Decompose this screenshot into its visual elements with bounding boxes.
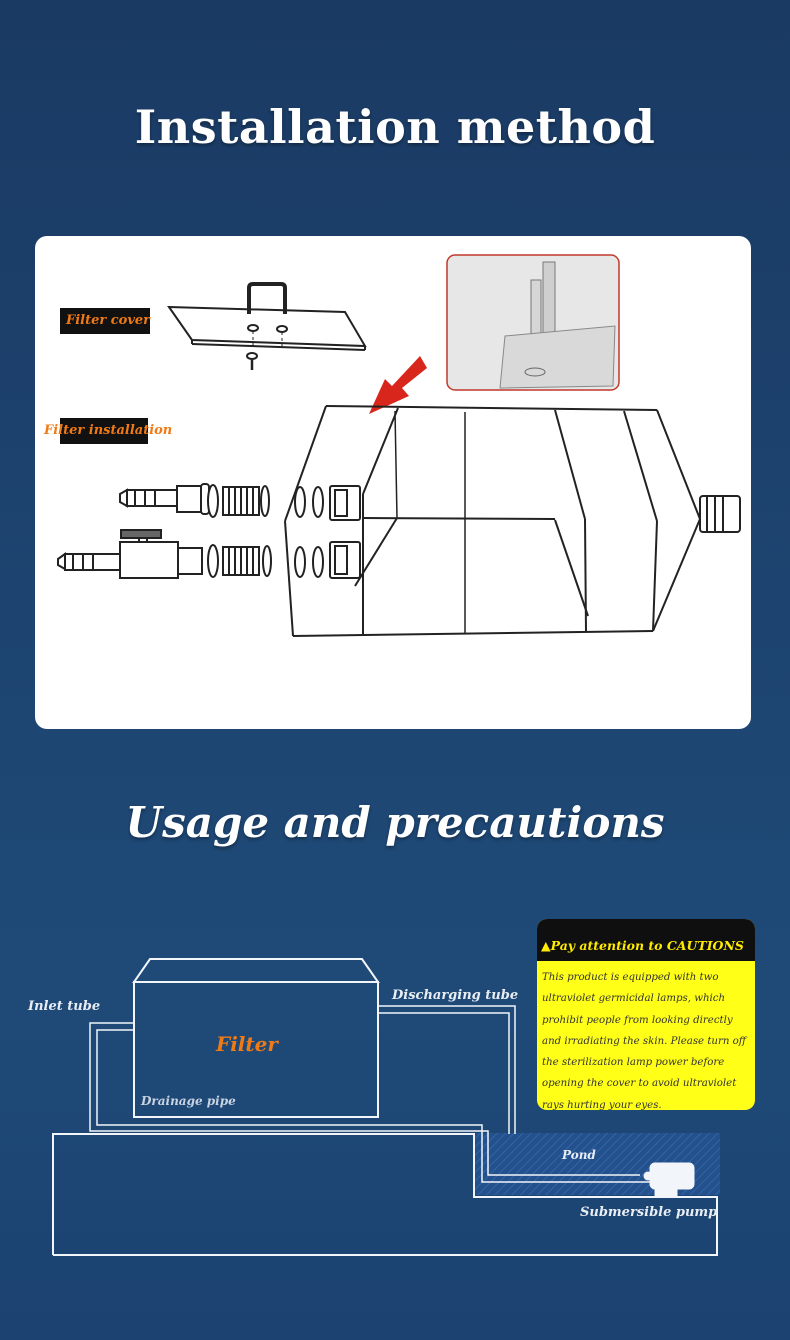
drainage-pipe-label: Drainage pipe [141,1094,236,1108]
filter-lid-outline [134,959,378,982]
inlet-tube-label: Inlet tube [28,999,101,1014]
discharging-tube-label: Discharging tube [392,988,519,1003]
filter-installation-tag-text: Filter installation [44,423,173,438]
filter-label: Filter [216,1032,278,1056]
caution-text: This product is equipped with two ultraviolet germicidal lamps, which prohibit people from looking directly and irradiating the skin. Please turn off the sterilization lamp power before opening the cover to avoid ultraviolet rays hurting your eyes. [542,972,746,1110]
pond-label: Pond [562,1148,596,1162]
inset-photo [447,255,619,390]
submersible-pump-label: Submersible pump [580,1205,718,1220]
caution-box [537,919,755,1110]
discharging-tube-line-inner [378,1013,509,1134]
usage-precautions-title: Usage and precautions [125,798,665,847]
caution-heading [537,919,755,961]
filter-cover-tag: Filter cover [60,308,150,334]
installation-diagram-panel [35,236,751,729]
discharging-tube-line [378,1006,515,1134]
lower-fitting-drawing [58,530,360,578]
red-arrow-icon [369,356,427,414]
warning-triangle-icon: ▲ [541,938,551,953]
filter-installation-tag [44,418,173,444]
upper-fitting-drawing [120,484,360,520]
filter-cover-drawing [169,284,365,370]
caution-heading-text: Pay attention to CAUTIONS [550,938,744,953]
installation-method-title: Installation method [134,100,656,154]
